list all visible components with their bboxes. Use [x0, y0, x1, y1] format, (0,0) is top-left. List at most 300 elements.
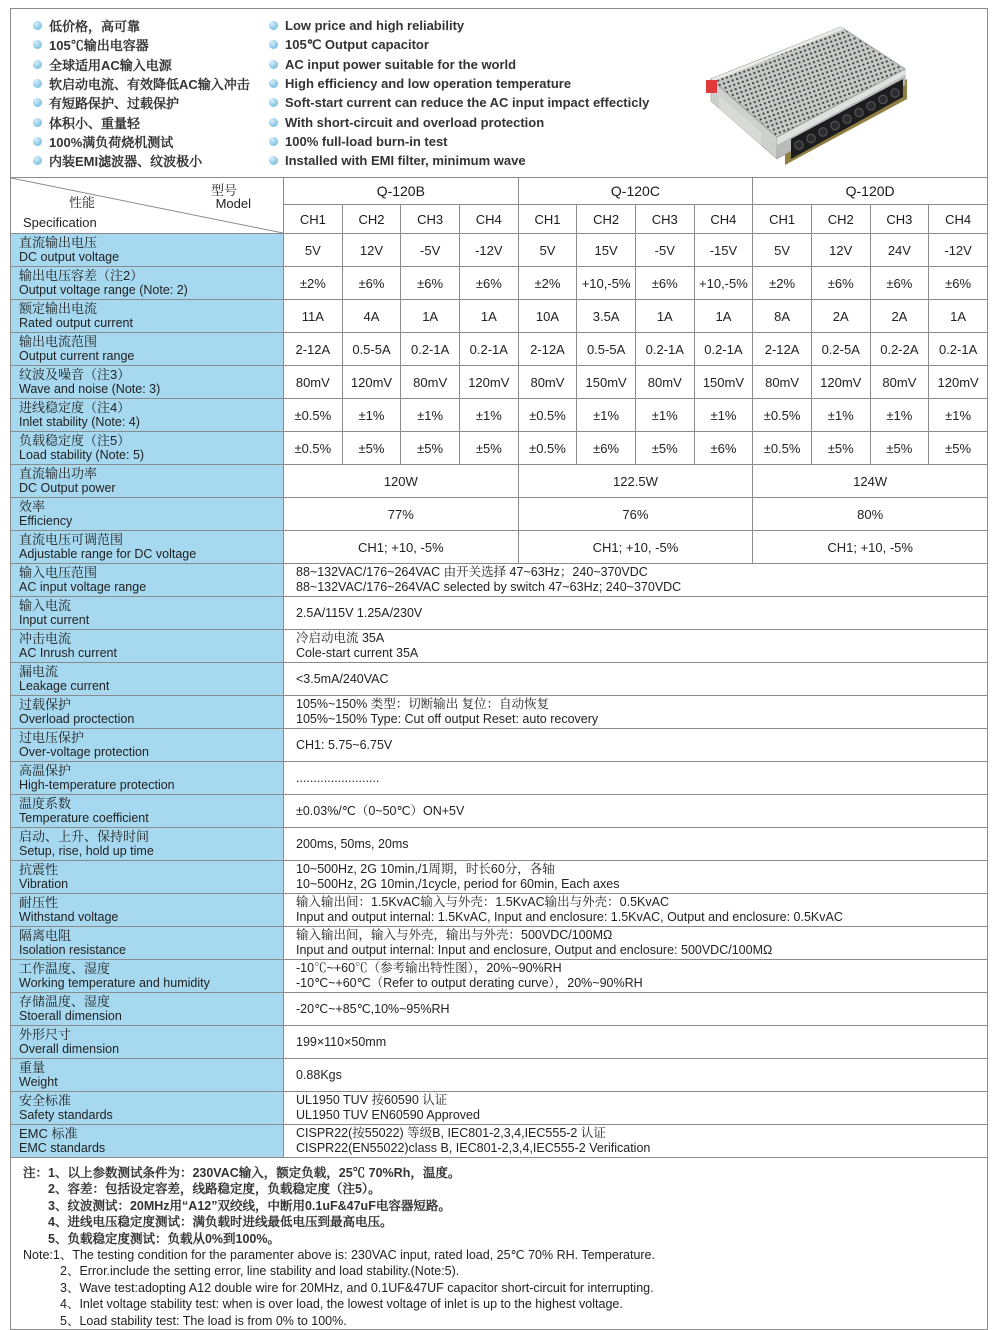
feature-item — [33, 74, 250, 93]
label-en: Output current range — [19, 349, 135, 363]
note-line: 5、Load stability test: The load is from 0% to 100%. — [60, 1313, 347, 1328]
spec-value-cell: ±1% — [459, 399, 518, 432]
spec-value-cell — [284, 894, 988, 927]
value-line: 2.5A/115V 1.25A/230V — [296, 605, 423, 620]
spec-value-cell: ±6% — [635, 267, 694, 300]
spec-row — [11, 762, 988, 795]
channel-header: CH3 — [870, 205, 929, 234]
spec-value-cell: 0.5-5A — [577, 333, 636, 366]
note-line: Note:1、The testing condition for the paramenter above is: 230VAC input, rated load, 25℃ 70% RH. Temperature. — [23, 1248, 655, 1263]
spec-row-label — [11, 465, 284, 498]
label-zh: 直流输出电压 — [19, 235, 98, 250]
value-line: ±0.03%/℃（0~50℃）ON+5V — [296, 803, 465, 818]
brand-logo — [706, 80, 717, 93]
spec-value-cell: 4A — [342, 300, 401, 333]
spec-value-cell: 80% — [753, 498, 988, 531]
spec-value-cell: 0.2-5A — [811, 333, 870, 366]
spec-value-cell: 1A — [929, 300, 988, 333]
bullet-icon — [33, 79, 42, 88]
spec-row-label — [11, 1059, 284, 1092]
spec-row-label — [11, 234, 284, 267]
spec-value-cell: ±1% — [929, 399, 988, 432]
note-line: 3、纹波测试：20MHz用“A12”双绞线，中断用0.1uF&47uF电容器短路。 — [48, 1198, 451, 1213]
spec-row — [11, 267, 988, 300]
label-en: AC Inrush current — [19, 646, 117, 660]
channel-header: CH4 — [694, 205, 753, 234]
bullet-icon — [269, 79, 278, 88]
feature-item — [269, 112, 649, 131]
spec-value-cell: 0.2-1A — [694, 333, 753, 366]
spec-value-cell — [284, 861, 988, 894]
label-zh: 输入电流 — [19, 598, 72, 613]
value-line: -10℃~+60℃（参考输出特性图），20%~90%RH — [296, 961, 562, 975]
label-en: EMC standards — [19, 1141, 106, 1155]
feature-item — [269, 151, 649, 170]
spec-value-cell: 0.2-1A — [929, 333, 988, 366]
value-line: ........................ — [296, 770, 380, 785]
label-zh: 输出电压容差（注2） — [19, 268, 144, 283]
spec-value-cell: 80mV — [635, 366, 694, 399]
spec-value-cell: 150mV — [577, 366, 636, 399]
spec-value-cell: 122.5W — [518, 465, 753, 498]
label-zh: 重量 — [19, 1060, 46, 1075]
channel-header: CH1 — [753, 205, 812, 234]
note-line: 注：1、以上参数测试条件为：230VAC输入，额定负载，25℃ 70%Rh，温度。 — [23, 1166, 461, 1180]
spec-value-cell: ±6% — [929, 267, 988, 300]
spec-value-cell — [284, 564, 988, 597]
spec-row — [11, 663, 988, 696]
label-en: Efficiency — [19, 514, 73, 528]
spec-value-cell: 0.2-2A — [870, 333, 929, 366]
spec-value-cell: -5V — [401, 234, 460, 267]
spec-value-cell: 0.2-1A — [459, 333, 518, 366]
bullet-icon — [33, 98, 42, 107]
spec-row-label — [11, 696, 284, 729]
spec-row — [11, 366, 988, 399]
label-zh: 耐压性 — [19, 895, 59, 910]
label-en: Wave and noise (Note: 3) — [19, 382, 161, 396]
value-line: 10~500Hz, 2G 10min,/1cycle, period for 60min, Each axes — [296, 877, 620, 891]
spec-value-cell — [284, 1026, 988, 1059]
spec-value-cell: -12V — [929, 234, 988, 267]
label-zh: 负载稳定度（注5） — [19, 433, 131, 448]
spec-value-cell: 12V — [811, 234, 870, 267]
spec-value-cell: 1A — [459, 300, 518, 333]
spec-row — [11, 729, 988, 762]
spec-row-label — [11, 498, 284, 531]
value-line: 88~132VAC/176~264VAC selected by switch 47~63Hz; 240~370VDC — [296, 580, 682, 594]
spec-value-cell: 2A — [870, 300, 929, 333]
spec-value-cell: ±6% — [577, 432, 636, 465]
label-zh: 隔离电阻 — [19, 928, 72, 943]
feature-text: 内装EMI滤波器、纹波极小 — [49, 154, 203, 170]
spec-value-cell: ±2% — [753, 267, 812, 300]
spec-value-cell: 12V — [342, 234, 401, 267]
spec-value-cell: ±6% — [811, 267, 870, 300]
spec-row — [11, 894, 988, 927]
spec-value-cell — [284, 597, 988, 630]
corner-spec-en: Specification — [23, 215, 97, 230]
spec-value-cell: 11A — [284, 300, 343, 333]
spec-row — [11, 1125, 988, 1158]
label-en: Overload proctection — [19, 712, 135, 726]
spec-row — [11, 1026, 988, 1059]
feature-text: 有短路保护、过载保护 — [49, 96, 180, 112]
spec-value-cell: 120mV — [342, 366, 401, 399]
bullet-icon — [269, 118, 278, 127]
spec-value-cell: 10A — [518, 300, 577, 333]
label-en: Adjustable range for DC voltage — [19, 547, 197, 561]
label-zh: 直流输出功率 — [19, 466, 98, 481]
spec-value-cell: ±5% — [635, 432, 694, 465]
spec-row — [11, 234, 988, 267]
bullet-icon — [269, 98, 278, 107]
value-line: 105%~150% 类型：切断输出 复位：自动恢复 — [296, 697, 550, 711]
spec-value-cell — [284, 762, 988, 795]
value-line: UL1950 TUV 按60590 认证 — [296, 1093, 448, 1107]
feature-item — [33, 16, 250, 35]
value-line: Cole-start current 35A — [296, 646, 419, 660]
label-en: Inlet stability (Note: 4) — [19, 415, 140, 429]
spec-value-cell: CH1; +10, -5% — [284, 531, 519, 564]
feature-text: Soft-start current can reduce the AC input impact effecticly — [285, 95, 650, 111]
spec-value-cell: +10,-5% — [577, 267, 636, 300]
spec-value-cell — [284, 1059, 988, 1092]
label-en: Stoerall dimension — [19, 1009, 122, 1023]
value-line: Input and output internal: Input and enclosure, Output and enclosure: 500VDC/100MΩ — [296, 943, 773, 957]
spec-value-cell: ±1% — [811, 399, 870, 432]
spec-value-cell: ±6% — [459, 267, 518, 300]
spec-value-cell: ±1% — [401, 399, 460, 432]
label-en: Input current — [19, 613, 90, 627]
note-line: 2、Error.include the setting error, line stability and load stability.(Note:5). — [60, 1264, 460, 1279]
feature-item — [269, 35, 649, 54]
spec-row — [11, 333, 988, 366]
product-photo — [699, 17, 911, 169]
spec-row-label — [11, 795, 284, 828]
label-zh: EMC 标准 — [19, 1126, 78, 1141]
label-zh: 额定输出电流 — [19, 301, 98, 316]
feature-item — [33, 93, 250, 112]
label-zh: 直流电压可调范围 — [19, 532, 124, 547]
label-en: DC Output power — [19, 481, 116, 495]
spec-value-cell: +10,-5% — [694, 267, 753, 300]
spec-row — [11, 597, 988, 630]
spec-row-label — [11, 663, 284, 696]
spec-value-cell: ±0.5% — [753, 432, 812, 465]
note-line: 2、容差：包括设定容差，线路稳定度，负载稳定度（注5）。 — [48, 1182, 381, 1197]
label-en: Safety standards — [19, 1108, 113, 1122]
bullet-icon — [269, 137, 278, 146]
label-en: AC input voltage range — [19, 580, 147, 594]
channel-header: CH2 — [342, 205, 401, 234]
spec-value-cell: 120W — [284, 465, 519, 498]
spec-row — [11, 465, 988, 498]
spec-row-label — [11, 1125, 284, 1158]
value-line: CH1: 5.75~6.75V — [296, 737, 393, 752]
spec-row — [11, 498, 988, 531]
feature-text: Low price and high reliability — [285, 18, 465, 34]
spec-row-label — [11, 300, 284, 333]
spec-value-cell: 124W — [753, 465, 988, 498]
label-en: Leakage current — [19, 679, 110, 693]
feature-text: 100% full-load burn-in test — [285, 133, 448, 149]
channel-header: CH4 — [929, 205, 988, 234]
label-en: Rated output current — [19, 316, 133, 330]
feature-item — [269, 16, 649, 35]
spec-value-cell: 80mV — [870, 366, 929, 399]
spec-row-label — [11, 828, 284, 861]
value-line: 199×110×50mm — [296, 1034, 387, 1049]
spec-row-label — [11, 531, 284, 564]
spec-row-label — [11, 894, 284, 927]
spec-value-cell: ±6% — [342, 267, 401, 300]
label-zh: 漏电流 — [19, 664, 59, 679]
spec-value-cell: 15V — [577, 234, 636, 267]
spec-value-cell — [284, 696, 988, 729]
feature-item — [33, 151, 250, 170]
label-zh: 工作温度、湿度 — [19, 961, 111, 976]
spec-value-cell: 1A — [401, 300, 460, 333]
channel-header: CH2 — [577, 205, 636, 234]
spec-value-cell — [284, 795, 988, 828]
channel-header: CH3 — [401, 205, 460, 234]
spec-row — [11, 993, 988, 1026]
value-line: 200ms, 50ms, 20ms — [296, 836, 409, 851]
spec-row-label — [11, 399, 284, 432]
spec-row — [11, 1092, 988, 1125]
spec-value-cell: 80mV — [753, 366, 812, 399]
model-header: Q-120C — [518, 178, 753, 205]
label-zh: 外形尺寸 — [19, 1027, 72, 1042]
features-list-en — [269, 16, 649, 170]
notes-en — [23, 1247, 987, 1329]
spec-value-cell: ±5% — [929, 432, 988, 465]
spec-row-label — [11, 927, 284, 960]
feature-text: 体积小、重量轻 — [49, 115, 141, 131]
spec-value-cell: ±1% — [635, 399, 694, 432]
spec-row-label — [11, 597, 284, 630]
bullet-icon — [33, 60, 42, 69]
feature-text: High efficiency and low operation temperature — [285, 76, 572, 92]
spec-value-cell: 3.5A — [577, 300, 636, 333]
feature-item — [33, 35, 250, 54]
spec-value-cell — [284, 1125, 988, 1158]
spec-value-cell: 120mV — [459, 366, 518, 399]
value-line: CISPR22(EN55022)class B, IEC801-2,3,4,IEC555-2 Verification — [296, 1141, 651, 1155]
spec-value-cell: -15V — [694, 234, 753, 267]
spec-value-cell — [284, 993, 988, 1026]
corner-spec-zh: 性能 — [69, 195, 96, 210]
label-en: Withstand voltage — [19, 910, 119, 924]
spec-value-cell: ±2% — [284, 267, 343, 300]
spec-value-cell: 2-12A — [753, 333, 812, 366]
spec-value-cell: ±1% — [577, 399, 636, 432]
feature-text: 低价格，高可靠 — [49, 19, 141, 35]
label-zh: 过电压保护 — [19, 730, 85, 745]
features-list-zh — [33, 16, 250, 170]
spec-row-label — [11, 762, 284, 795]
note-line: 4、Inlet voltage stability test: when is over load, the lowest voltage of inlet is up to the highest voltage. — [60, 1297, 623, 1312]
feature-text: 100%满负荷烧机测试 — [49, 134, 174, 150]
spec-value-cell: CH1; +10, -5% — [753, 531, 988, 564]
spec-table — [10, 177, 988, 1158]
feature-text: 软启动电流、有效降低AC输入冲击 — [49, 77, 250, 93]
label-zh: 输入电压范围 — [19, 565, 98, 580]
spec-value-cell: ±1% — [342, 399, 401, 432]
model-header: Q-120B — [284, 178, 519, 205]
spec-value-cell: ±6% — [870, 267, 929, 300]
power-supply-illustration — [699, 17, 911, 169]
label-en: High-temperature protection — [19, 778, 175, 792]
feature-text: With short-circuit and overload protection — [285, 114, 545, 130]
channel-header: CH1 — [284, 205, 343, 234]
label-zh: 冲击电流 — [19, 631, 72, 646]
bullet-icon — [269, 156, 278, 165]
spec-row — [11, 828, 988, 861]
spec-row — [11, 696, 988, 729]
spec-row-label — [11, 1092, 284, 1125]
spec-value-cell: ±6% — [401, 267, 460, 300]
value-line: <3.5mA/240VAC — [296, 671, 389, 686]
bullet-icon — [269, 60, 278, 69]
bullet-icon — [33, 118, 42, 127]
label-en: Load stability (Note: 5) — [19, 448, 145, 462]
channel-header: CH3 — [635, 205, 694, 234]
channel-header: CH2 — [811, 205, 870, 234]
value-line: 冷启动电流 35A — [296, 631, 385, 645]
spec-value-cell: -5V — [635, 234, 694, 267]
label-zh: 启动、上升、保持时间 — [19, 829, 150, 844]
bullet-icon — [269, 40, 278, 49]
model-header: Q-120D — [753, 178, 988, 205]
corner-model-zh: 型号 — [210, 183, 237, 198]
label-zh: 输出电流范围 — [19, 334, 98, 349]
value-line: -10℃~+60℃（Refer to output derating curve），20%~90%RH — [296, 976, 643, 990]
spec-value-cell — [284, 927, 988, 960]
spec-value-cell — [284, 663, 988, 696]
features-section — [10, 8, 988, 177]
spec-row — [11, 531, 988, 564]
feature-item — [269, 132, 649, 151]
label-en: DC output voltage — [19, 250, 120, 264]
spec-row-label — [11, 432, 284, 465]
bullet-icon — [33, 156, 42, 165]
label-en: Output voltage range (Note: 2) — [19, 283, 188, 297]
spec-value-cell — [284, 630, 988, 663]
spec-value-cell: ±5% — [870, 432, 929, 465]
note-line: 4、进线电压稳定度测试：满负载时进线最低电压到最高电压。 — [48, 1215, 393, 1230]
value-line: 10~500Hz, 2G 10min,/1周期，时长60分，各轴 — [296, 862, 555, 876]
corner-model-en: Model — [215, 196, 251, 211]
spec-value-cell: 5V — [284, 234, 343, 267]
label-zh: 高温保护 — [19, 763, 72, 778]
label-en: Isolation resistance — [19, 943, 127, 957]
spec-row-label — [11, 993, 284, 1026]
spec-value-cell — [284, 1092, 988, 1125]
feature-item — [269, 55, 649, 74]
label-zh: 效率 — [19, 499, 46, 514]
notes-section — [10, 1158, 988, 1330]
spec-value-cell — [284, 729, 988, 762]
feature-text: 105℃ Output capacitor — [285, 36, 429, 52]
label-en: Over-voltage protection — [19, 745, 149, 759]
feature-item — [33, 55, 250, 74]
label-zh: 过载保护 — [19, 697, 72, 712]
spec-value-cell: ±6% — [694, 432, 753, 465]
spec-value-cell: 150mV — [694, 366, 753, 399]
spec-value-cell: 1A — [694, 300, 753, 333]
spec-row — [11, 1059, 988, 1092]
spec-row-label — [11, 1026, 284, 1059]
spec-value-cell: CH1; +10, -5% — [518, 531, 753, 564]
spec-value-cell: 5V — [753, 234, 812, 267]
spec-value-cell — [284, 828, 988, 861]
spec-value-cell: 8A — [753, 300, 812, 333]
note-line: 5、负载稳定度测试：负载从0%到100%。 — [48, 1231, 280, 1246]
spec-value-cell: ±2% — [518, 267, 577, 300]
spec-value-cell: ±0.5% — [284, 432, 343, 465]
feature-text: 全球适用AC输入电源 — [49, 57, 172, 73]
label-en: Weight — [19, 1075, 58, 1089]
spec-value-cell: 80mV — [401, 366, 460, 399]
spec-row — [11, 399, 988, 432]
spec-value-cell — [284, 960, 988, 993]
spec-row — [11, 432, 988, 465]
value-line: CISPR22(按55022) 等级B, IEC801-2,3,4,IEC555-2 认证 — [296, 1126, 606, 1140]
feature-text: 105℃输出电容器 — [49, 38, 149, 54]
bullet-icon — [33, 40, 42, 49]
spec-value-cell: ±5% — [401, 432, 460, 465]
feature-item — [269, 74, 649, 93]
spec-value-cell: 2-12A — [284, 333, 343, 366]
spec-row-label — [11, 729, 284, 762]
value-line: 88~132VAC/176~264VAC 由开关选择 47~63Hz；240~370VDC — [296, 565, 648, 579]
value-line: 105%~150% Type: Cut off output Reset: auto recovery — [296, 712, 599, 726]
spec-row — [11, 861, 988, 894]
value-line: -20℃~+85℃,10%~95%RH — [296, 1001, 450, 1016]
spec-row-label — [11, 960, 284, 993]
spec-row — [11, 630, 988, 663]
spec-value-cell: 0.5-5A — [342, 333, 401, 366]
spec-row — [11, 300, 988, 333]
spec-value-cell: 5V — [518, 234, 577, 267]
label-en: Overall dimension — [19, 1042, 120, 1056]
feature-text: AC input power suitable for the world — [285, 56, 517, 72]
channel-header: CH1 — [518, 205, 577, 234]
bullet-icon — [33, 21, 42, 30]
feature-item — [269, 93, 649, 112]
spec-row-label — [11, 564, 284, 597]
label-zh: 温度系数 — [19, 796, 72, 811]
note-line: 3、Wave test:adopting A12 double wire for 20MHz, and 0.1UF&47UF capacitor short-circuit for interrupting. — [60, 1280, 654, 1295]
feature-item — [33, 132, 250, 151]
spec-value-cell: ±0.5% — [518, 432, 577, 465]
spec-value-cell: ±0.5% — [753, 399, 812, 432]
corner-cell — [11, 178, 284, 234]
value-line: 输入输出间：1.5KvAC输入与外壳：1.5KvAC输出与外壳：0.5KvAC — [296, 895, 669, 909]
label-en: Vibration — [19, 877, 69, 891]
label-zh: 进线稳定度（注4） — [19, 400, 131, 415]
spec-row-label — [11, 366, 284, 399]
value-line: 0.88Kgs — [296, 1067, 342, 1082]
notes-zh — [23, 1165, 987, 1247]
spec-value-cell: ±5% — [342, 432, 401, 465]
value-line: 输入输出间，输入与外壳，输出与外壳：500VDC/100MΩ — [296, 928, 613, 942]
label-en: Temperature coefficient — [19, 811, 149, 825]
spec-row — [11, 927, 988, 960]
spec-value-cell: 1A — [635, 300, 694, 333]
